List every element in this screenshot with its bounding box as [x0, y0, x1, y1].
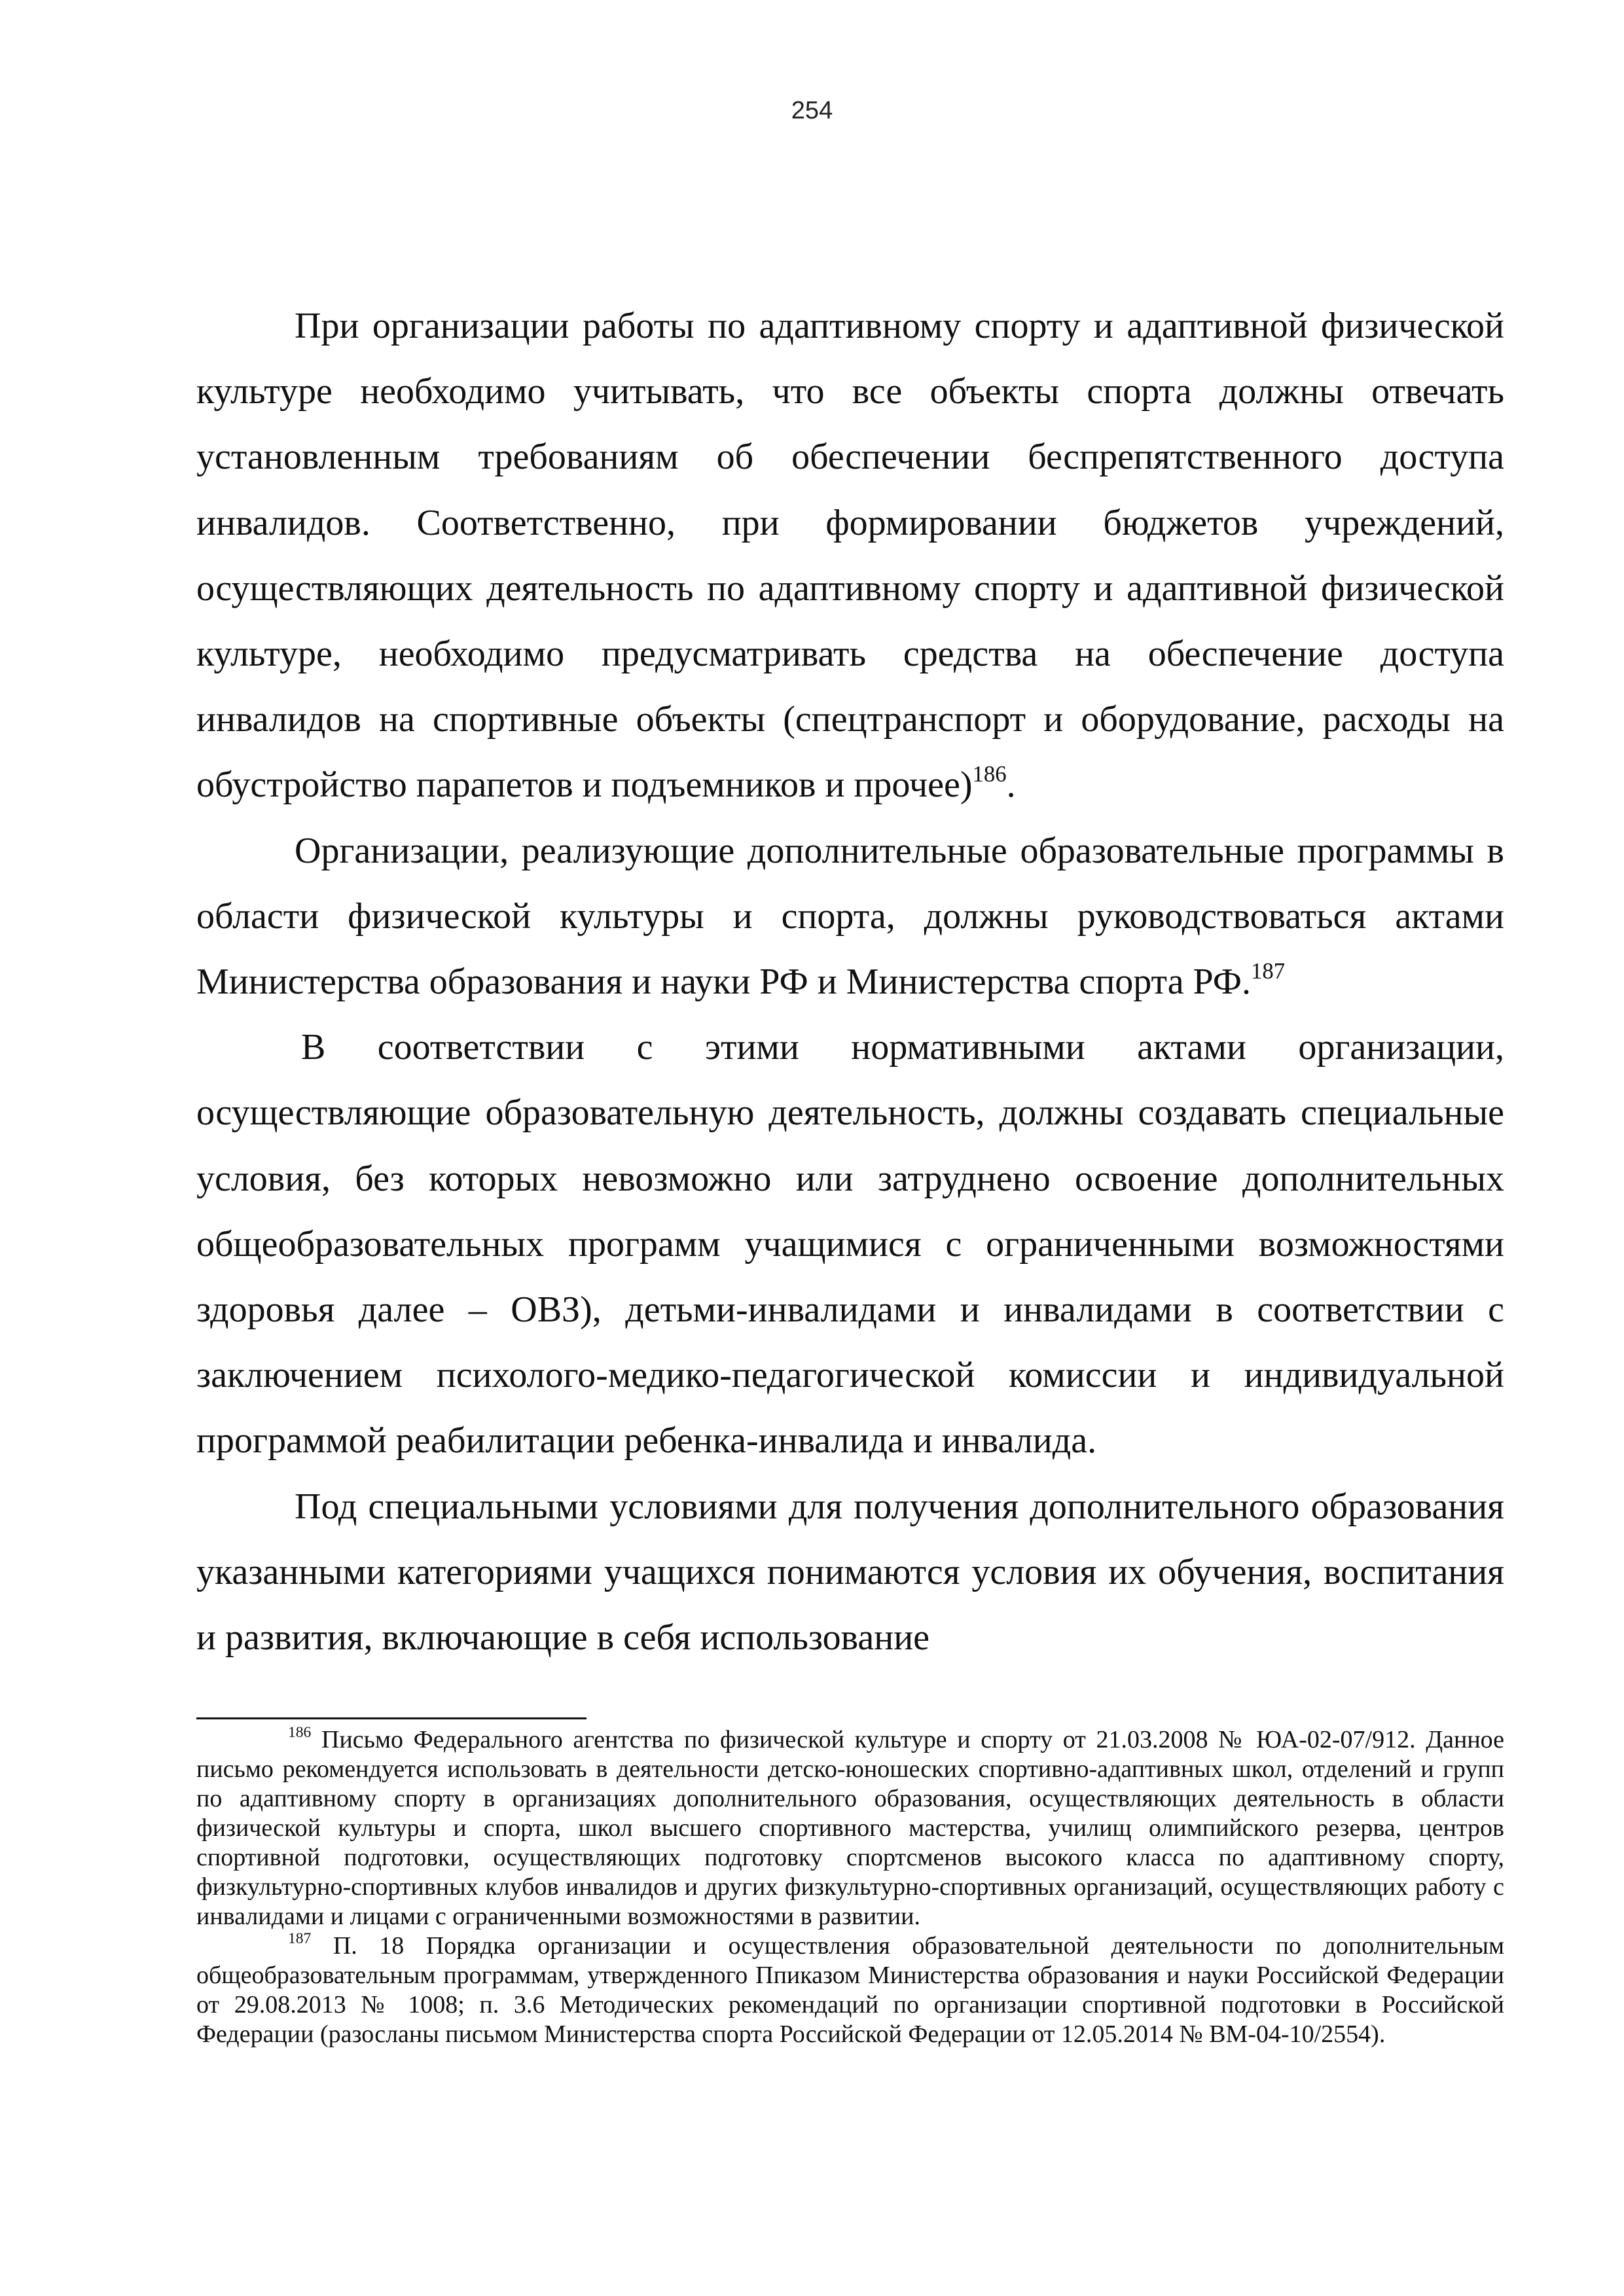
footnote-number: 187: [288, 1930, 312, 1947]
paragraph: [196, 818, 1504, 1015]
footnote-reference: 186: [972, 761, 1007, 787]
paragraph: [196, 293, 1504, 818]
footnote: [196, 1725, 1504, 1931]
paragraph: [196, 1014, 1504, 1473]
footnotes: [196, 1725, 1504, 2049]
paragraph-text: В соответствии с этими нормативными актами организации, осуществляющие образовательную деятельность, должны создавать специальные условия, без которых невозможно или затруднено освоение дополнительных общеобразовательных программ учащимися с ограниченными возможностями здоровья далее – ОВЗ), детьми-инвалидами и инвалидами в соответствии с заключением психолого-медико-педагогической комиссии и индивидуальной программой реабилитации ребенка-инвалида и инвалида.: [196, 1027, 1504, 1462]
footnote-text: П. 18 Порядка организации и осуществления образовательной деятельности по дополнительным общеобразовательным программам, утвержденного Ппиказом Министерства образования и науки Российской Федерации от 29.08.2013 № 1008; п. 3.6 Методических рекомендаций по организации спортивной подготовки в Российской Федерации (разосланы письмом Министерства спорта Российской Федерации от 12.05.2014 № ВМ-04-10/2554).: [196, 1932, 1504, 2048]
body-text: [196, 293, 1504, 1670]
footnote-reference: 187: [1250, 958, 1286, 984]
paragraph: [196, 1474, 1504, 1671]
footnote-text: Письмо Федерального агентства по физической культуре и спорту от 21.03.2008 № ЮА-02-07/912. Данное письмо рекомендуется использовать в деятельности детско-юношеских спортивно-адаптивных школ, отделений и групп по адаптивному спорту в организациях дополнительного образования, осуществляющих деятельность в области физической культуры и спорта, школ высшего спортивного мастерства, училищ олимпийского резерва, центров спортивной подготовки, осуществляющих подготовку спортсменов высокого класса по адаптивному спорту, физкультурно-спортивных клубов инвалидов и других физкультурно-спортивных организаций, осуществляющих работу с инвалидами и лицами с ограниченными возможностями в развитии.: [196, 1726, 1505, 1930]
paragraph-text: Под специальными условиями для получения дополнительного образования указанными категориями учащихся понимаются условия их обучения, воспитания и развития, включающие в себя использование: [196, 1486, 1504, 1659]
footnote-number: 186: [288, 1724, 312, 1741]
paragraph-text: При организации работы по адаптивному спорту и адаптивной физической культуре необходимо учитывать, что все объекты спорта должны отвечать установленным требованиям об обеспечении беспрепятственного доступа инвалидов. Соответственно, при формировании бюджетов учреждений, осуществляющих деятельность по адаптивному спорту и адаптивной физической культуре, необходимо предусматривать средства на обеспечение доступа инвалидов на спортивные объекты (спецтранспорт и оборудование, расходы на обустройство парапетов и подъемников и прочее): [196, 306, 1504, 806]
footnote: [196, 1931, 1504, 2049]
paragraph-end: .: [1006, 764, 1016, 806]
footnote-separator: [196, 1717, 586, 1719]
paragraph-text: Организации, реализующие дополнительные образовательные программы в области физической культуры и спорта, должны руководствоваться актами Министерства образования и науки РФ и Министерства спорта РФ.: [196, 830, 1504, 1003]
page-number: 254: [791, 97, 833, 124]
